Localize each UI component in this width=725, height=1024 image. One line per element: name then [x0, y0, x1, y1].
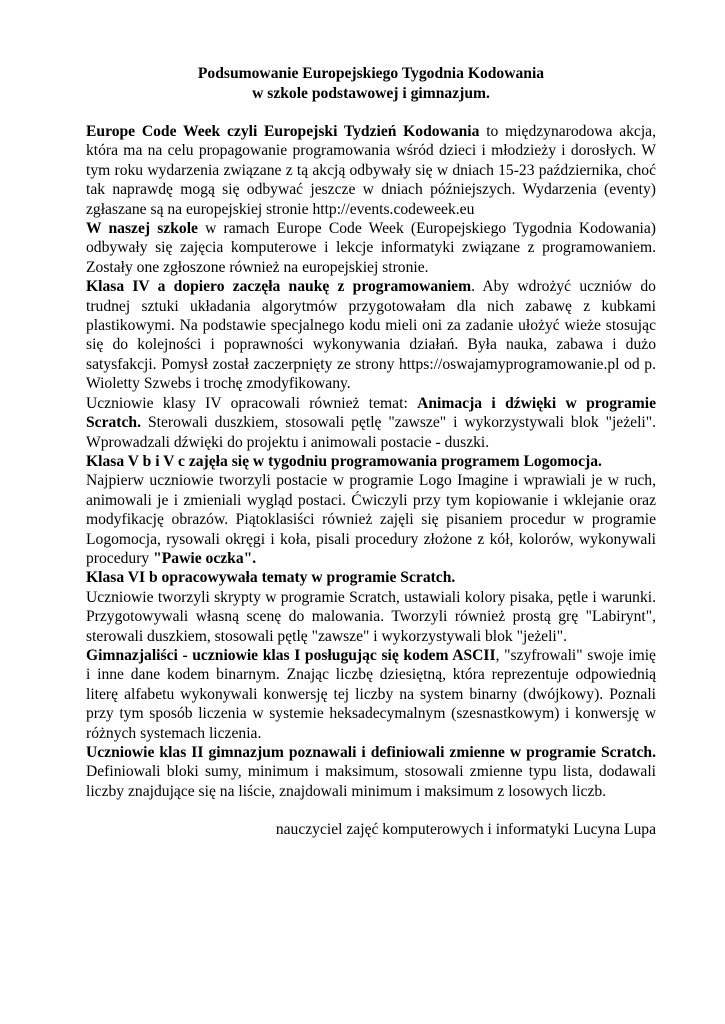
paragraph	[86, 394, 656, 452]
paragraph-text: to międzynarodowa akcja, która ma na celu propagowanie programowania wśród dzieci i młodzieży i dorosłych. W tym roku wydarzenia związane z tą akcją odbywały się w dniach 15-23 października, choć tak naprawdę mogą się odbywać jeszcze w dniach późniejszych. Wydarzenia (eventy) zgłaszane są na europejskiej stronie http://events.codeweek.eu	[86, 123, 656, 218]
paragraph-text: . Aby wdrożyć uczniów do trudnej sztuki układania algorytmów przygotowałam dla nich zabawę z kubkami plastikowymi. Na podstawie specjalnego kodu mieli oni za zadanie ułożyć wieże stosując się do kolejności i poprawności wykonywania działań. Była nauka, zabawa i dużo satysfakcji. Pomysł został zaczerpnięty ze strony https://oswajamyprogramowanie.pl od p. Wioletty Szwebs i trochę zmodyfikowany.	[86, 278, 656, 393]
signature: nauczyciel zajęć komputerowych i informatyki Lucyna Lupa	[275, 821, 656, 839]
paragraph-bold: Uczniowie klas II gimnazjum poznawali i definiowali zmienne w programie Scratch.	[86, 744, 656, 761]
paragraph	[86, 646, 656, 743]
paragraph	[86, 277, 656, 393]
paragraph-text: w ramach Europe Code Week (Europejskiego Tygodnia Kodowania) odbywały się zajęcia komputerowe i lekcje informatyki związane z programowaniem. Zostały one zgłoszone również na europejskiej stronie.	[86, 220, 656, 276]
paragraph-bold: Klasa VI b opracowywała tematy w programie Scratch.	[86, 569, 456, 587]
paragraph-bold: Klasa V b i V c zajęła się w tygodniu programowania programem Logomocja.	[86, 452, 602, 470]
paragraph	[86, 568, 656, 587]
paragraph-bold: W naszej szkole	[86, 220, 198, 238]
document-body	[86, 122, 656, 801]
paragraph	[86, 743, 656, 801]
document-title	[86, 64, 656, 103]
paragraph-text: Uczniowie tworzyli skrypty w programie Scratch, ustawiali kolory pisaka, pętle i warunki. Przygotowywali własną scenę do malowania. Tworzyli również prostą grę "Labirynt", sterowali duszkiem, stosowali pętlę "zawsze" i wykorzystywali blok "jeżeli".	[86, 588, 656, 645]
paragraph	[86, 452, 656, 471]
paragraph-bold: Klasa IV a dopiero zaczęła naukę z programowaniem	[86, 278, 472, 296]
paragraph	[86, 471, 656, 568]
paragraph	[86, 588, 656, 646]
title-line-1: Podsumowanie Europejskiego Tygodnia Kodowania	[197, 65, 545, 82]
paragraph-bold: Europe Code Week czyli Europejski Tydzień Kodowania	[86, 123, 480, 140]
title-line-2: w szkole podstawowej i gimnazjum.	[252, 84, 490, 102]
paragraph-text: Uczniowie klasy IV opracowali również temat:	[86, 394, 418, 412]
paragraph-bold: "Pawie oczka".	[153, 549, 257, 567]
paragraph-bold: Animacja i dźwięki w programie Scratch.	[86, 394, 656, 432]
paragraph-text: , "szyfrowali" swoje imię i inne dane kodem binarnym. Znając liczbę dziesiętną, która reprezentuje odpowiednią literę alfabetu wykonywali konwersję tej liczby na system binarny (dwójkowy). Poznali przy tym sposób liczenia w systemie heksadecymalnym (szesnastkowym) i konwersję w różnych systemach liczenia.	[86, 646, 656, 742]
paragraph-text: Definiowali bloki sumy, minimum i maksimum, stosowali zmienne typu lista, dodawali liczby znajdujące się na liście, znajdowali minimum i maksimum z losowych liczb.	[86, 763, 656, 800]
paragraph-text: Najpierw uczniowie tworzyli postacie w programie Logo Imagine i wprawiali je w ruch, animowali je i zmieniali wygląd postaci. Ćwiczyli przy tym kopiowanie i wklejanie oraz modyfikację obrazów. Piątoklasiści również zajęli się pisaniem procedur w programie Logomocja, rysowali okręgi i koła, pisali procedury złożone z kół, kolorów, wykonywali procedury	[86, 472, 656, 567]
paragraph-text: Sterowali duszkiem, stosowali pętlę "zawsze" i wykorzystywali blok "jeżeli". Wprowadzali dźwięki do projektu i animowali postacie - duszki.	[86, 414, 656, 451]
paragraph	[86, 122, 656, 219]
paragraph	[86, 219, 656, 277]
paragraph-bold: Gimnazjaliści - uczniowie klas I posługując się kodem ASCII	[86, 646, 496, 664]
